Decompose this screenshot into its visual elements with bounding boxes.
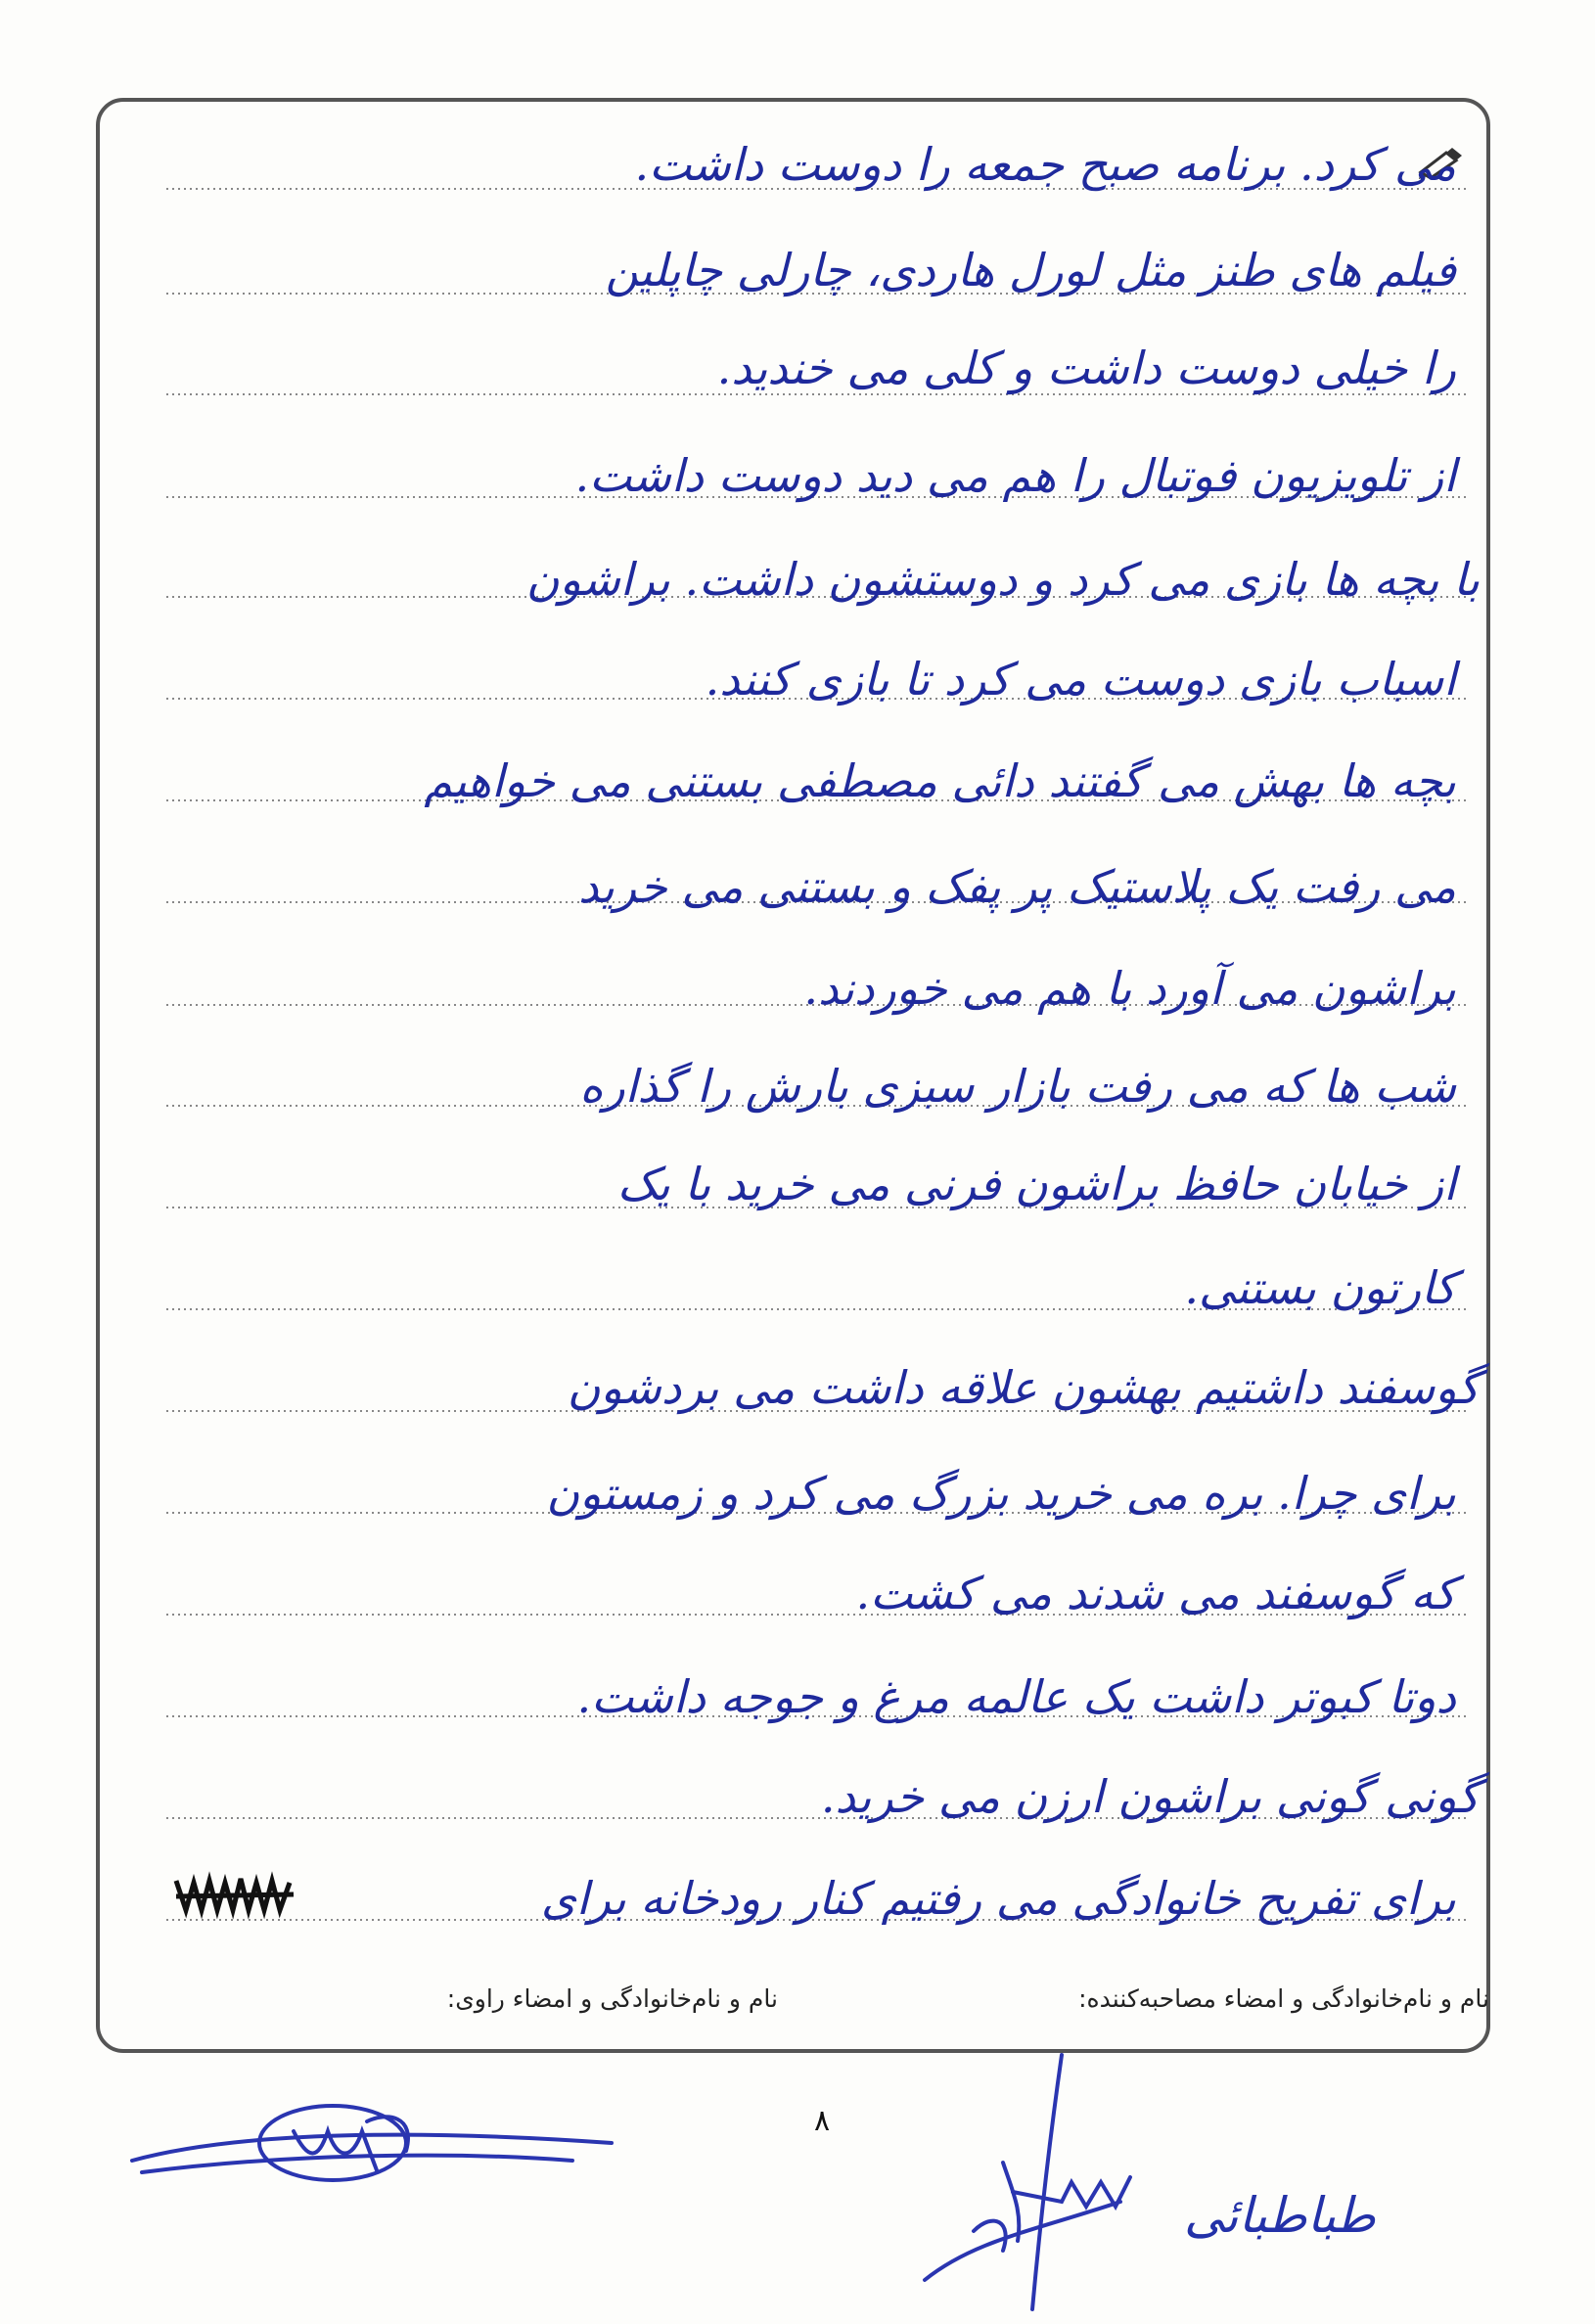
signature-name: طباطبائی <box>1184 2187 1376 2244</box>
handwritten-line-16: دوتا کبوتر داشت یک عالمه مرغ و جوجه داشت. <box>576 1670 1456 1723</box>
interviewer-signature-label: نام و نام‌خانوادگی و امضاء مصاحبه‌کننده: <box>1078 1984 1489 2013</box>
interviewer-signature <box>915 2045 1208 2319</box>
handwritten-line-3: را خیلی دوست داشت و کلی می خندید. <box>716 342 1456 394</box>
handwritten-line-8: می رفت یک پلاستیک پر پفک و بستنی می خرید <box>578 860 1456 913</box>
handwritten-line-14: برای چرا. بره می خرید بزرگ می کرد و زمستون <box>546 1467 1456 1520</box>
narrator-signature <box>122 2092 621 2200</box>
handwritten-line-17: گونی گونی براشون ارزن می خرید. <box>820 1770 1480 1823</box>
handwritten-line-5: با بچه ها بازی می کرد و دوستشون داشت. براشون <box>525 553 1480 606</box>
handwritten-line-6: اسباب بازی دوست می کرد تا بازی کنند. <box>705 653 1456 706</box>
handwritten-line-1: می کرد. برنامه صبح جمعه را دوست داشت. <box>634 138 1456 191</box>
scribble-mark <box>172 1871 299 1920</box>
handwritten-line-15: که گوسفند می شدند می کشت. <box>855 1567 1456 1619</box>
handwritten-line-11: از خیابان حافظ براشون فرنی می خرید با یک <box>616 1158 1456 1210</box>
handwritten-line-13: گوسفند داشتیم بهشون علاقه داشت می بردشون <box>567 1361 1480 1414</box>
page-number: ۸ <box>813 2104 831 2138</box>
handwritten-line-10: شب ها که می رفت بازار سبزی بارش را گذاره <box>579 1060 1456 1113</box>
handwritten-line-12: کارتون بستنی. <box>1184 1261 1456 1314</box>
narrator-signature-label: نام و نام‌خانوادگی و امضاء راوی: <box>446 1984 778 2013</box>
handwritten-line-18: برای تفریح خانوادگی می رفتیم کنار رودخانه برای <box>540 1872 1456 1925</box>
handwritten-line-9: براشون می آورد با هم می خوردند. <box>803 962 1456 1015</box>
handwritten-line-7: بچه ها بهش می گفتند دائی مصطفی بستنی می خواهیم <box>424 754 1456 807</box>
handwritten-line-2: فیلم های طنز مثل لورل هاردی، چارلی چاپلین <box>605 244 1456 296</box>
handwritten-line-4: از تلویزیون فوتبال را هم می دید دوست داشت. <box>574 449 1456 502</box>
